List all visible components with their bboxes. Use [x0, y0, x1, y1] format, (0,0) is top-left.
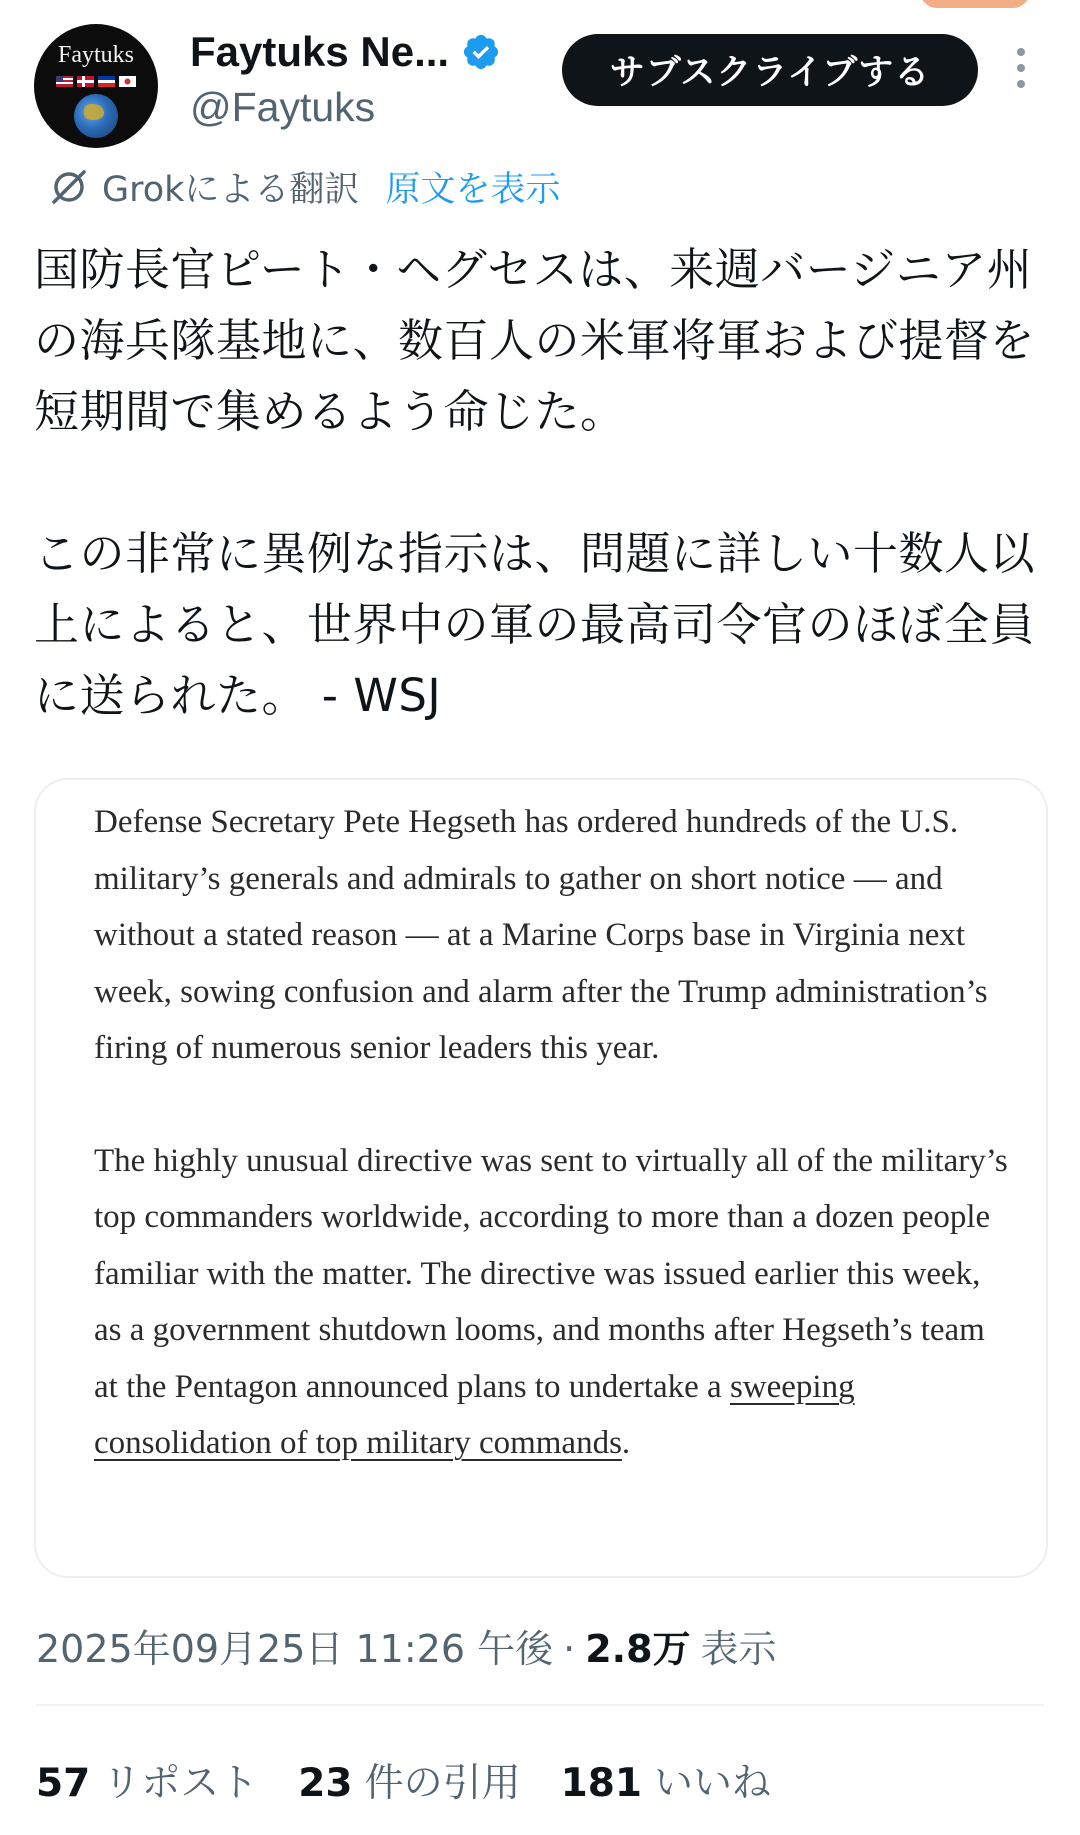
flag-icon	[56, 76, 73, 87]
partial-button-top	[920, 0, 1030, 8]
article-text	[94, 794, 1014, 1472]
flag-icon	[98, 76, 115, 87]
quotes-label: 件の引用	[364, 1761, 521, 1806]
show-original-link[interactable]: 原文を表示	[385, 170, 561, 210]
article-paragraph-end: .	[621, 1425, 631, 1461]
engagement-stats	[36, 1752, 811, 1808]
more-options-icon[interactable]	[1014, 48, 1028, 94]
attached-article-image[interactable]	[34, 778, 1048, 1578]
quotes-stat[interactable]	[298, 1752, 520, 1808]
article-paragraph-text: The highly unusual directive was sent to virtually all of the military’s top commanders worldwide, according to more than a dozen people familiar with the matter. The directive was issued earlier this week, as a government shutdown looms, and months after Hegseth’s team at the Pentagon announced plans to undertake a	[94, 1142, 1008, 1405]
user-handle[interactable]: @Faytuks	[190, 84, 376, 130]
avatar[interactable]	[34, 24, 158, 148]
tweet-meta	[36, 1618, 777, 1673]
name-row	[190, 28, 501, 76]
grok-icon	[48, 166, 90, 208]
verified-badge-icon	[461, 32, 501, 72]
tweet-paragraph: この非常に異例な指示は、問題に詳しい十数人以上によると、世界中の軍の最高司令官のほぼ全員に送られた。 - WSJ	[34, 527, 1036, 722]
likes-count: 181	[560, 1761, 643, 1806]
likes-stat[interactable]	[561, 1752, 771, 1808]
article-paragraph	[94, 1133, 1014, 1472]
divider	[36, 1704, 1044, 1706]
tweet-text	[34, 234, 1044, 731]
globe-land-shape	[84, 104, 104, 120]
flag-icon	[77, 76, 94, 87]
views-label: 表示	[700, 1627, 777, 1671]
quotes-count: 23	[298, 1761, 353, 1806]
timestamp[interactable]: 2025年09月25日 11:26 午後	[36, 1627, 554, 1671]
reposts-count: 57	[36, 1761, 91, 1806]
flag-icon	[119, 76, 136, 87]
views-count: 2.8万	[585, 1627, 691, 1671]
reposts-label: リポスト	[102, 1761, 259, 1806]
article-paragraph: Defense Secretary Pete Hegseth has ordered hundreds of the U.S. military’s generals and admirals to gather on short notice — and without a stated reason — at a Marine Corps base in Virginia next week, sowing confusion and alarm after the Trump administration’s firing of numerous senior leaders this year.	[94, 804, 988, 1066]
tweet-paragraph: 国防長官ピート・ヘグセスは、来週バージニア州の海兵隊基地に、数百人の米軍将軍および提督を短期間で集めるよう命じた。	[34, 243, 1036, 438]
likes-label: いいね	[654, 1761, 772, 1806]
meta-separator: ·	[563, 1627, 576, 1671]
display-name[interactable]: Faytuks Ne...	[190, 28, 450, 75]
avatar-flags	[56, 76, 136, 87]
subscribe-button[interactable]: サブスクライブする	[562, 34, 978, 106]
reposts-stat[interactable]	[36, 1752, 258, 1808]
translation-row	[48, 162, 560, 212]
translation-label: Grokによる翻訳	[102, 170, 360, 210]
avatar-logo-text: Faytuks	[57, 42, 134, 68]
article-link: sweeping consolidation of top military commands	[94, 1368, 855, 1461]
